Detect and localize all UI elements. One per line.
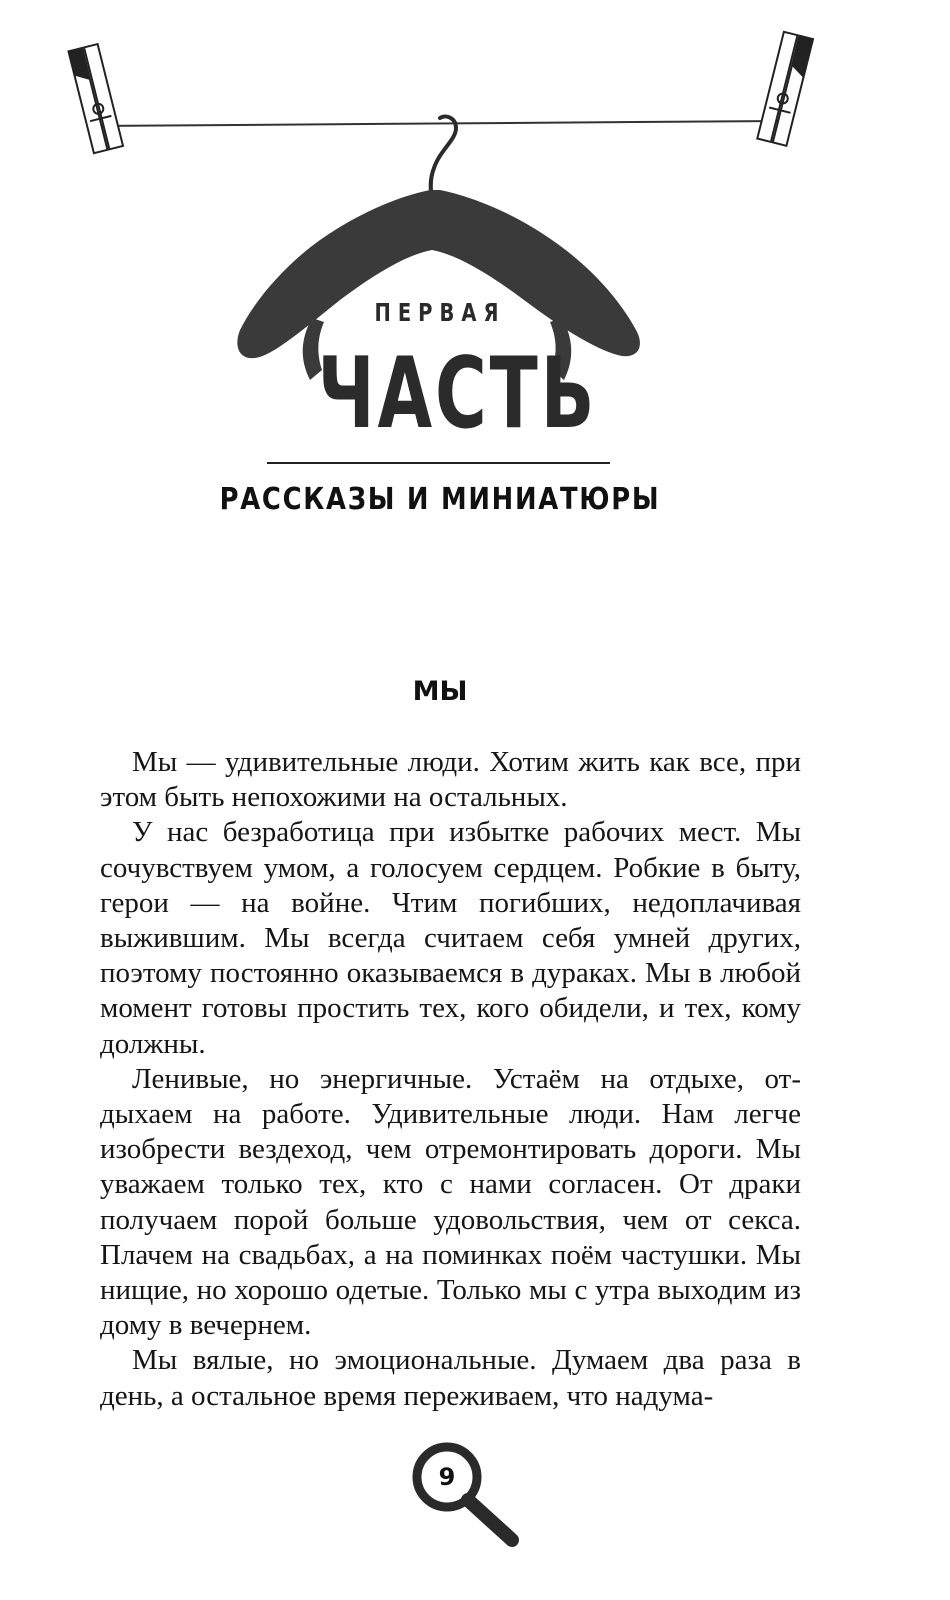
paragraph: Мы вялые, но эмоциональные. Думаем два раза в день, а остальное время переживаем, что надума- bbox=[100, 1344, 801, 1412]
paragraph: У нас безработица при избытке рабочих мест. Мы сочувствуем умом, а голосуем сердцем. Робкие в быту, герои — на войне. Чтим погибших, недоплачивая выжившим. Мы всегда считаем себя умней других, поэтому постоянно оказываемся в дураках. Мы в любой момент готовы простить тех, кого обидели, и тех, кому должны. bbox=[100, 816, 801, 1060]
section-title: РАССКАЗЫ И МИНИАТЮРЫ bbox=[219, 482, 661, 517]
paragraph: Мы — удивительные люди. Хотим жить как все, при этом быть непохожими на остальных. bbox=[100, 746, 801, 814]
hanger-icon bbox=[237, 190, 640, 358]
page-number: 9 bbox=[438, 1463, 456, 1491]
page-number-badge bbox=[400, 1440, 540, 1550]
section-divider bbox=[267, 462, 610, 464]
part-label: ПЕРВАЯ bbox=[374, 298, 506, 327]
right-clothespin-icon bbox=[757, 32, 813, 146]
part-word: ЧАСТЬ bbox=[317, 337, 598, 451]
paragraph: Ленивые, но энергичные. Устаём на отдыхе, отдыхаем на работе. Удивительные люди. Нам легче изобрести вездеход, чем отремонтировать дороги. Мы уважаем только тех, кто с нами согласен. От драки получаем порой больше удовольствия, чем от секса. Плачем на свадьбах, а на поминках поём частушки. Мы нищие, но хорошо одетые. Только мы с утра выходим из дому в вечернем. bbox=[100, 1062, 801, 1342]
story-body bbox=[100, 745, 801, 1414]
left-clothespin-icon bbox=[68, 44, 123, 153]
story-title: МЫ bbox=[412, 676, 468, 707]
clothesline bbox=[95, 121, 778, 126]
hanger-hook-icon bbox=[431, 116, 456, 200]
